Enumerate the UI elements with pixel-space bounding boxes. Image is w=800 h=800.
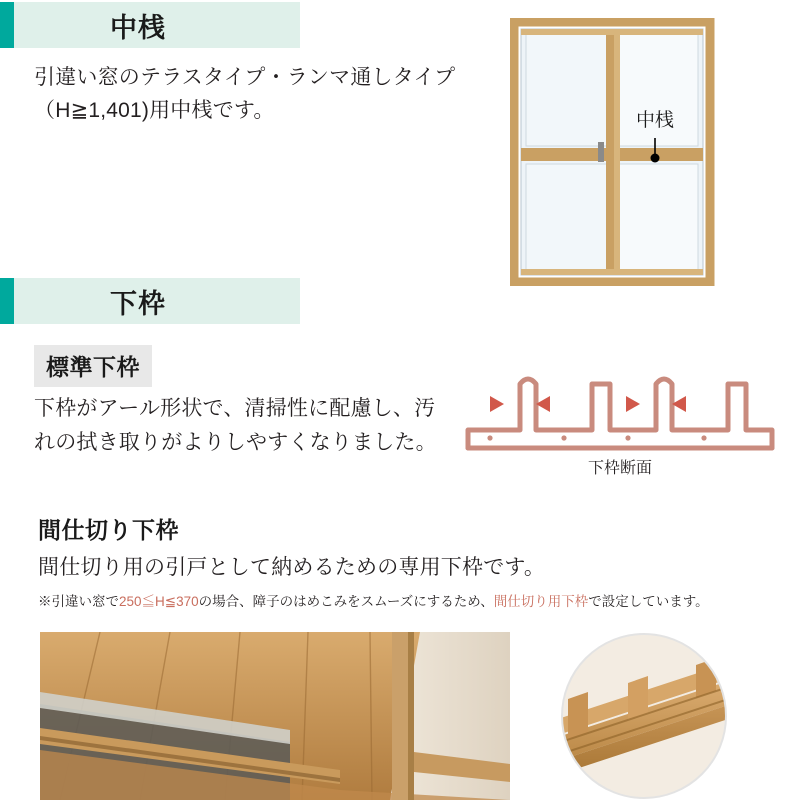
heading-title-shitawaku: 下枠 (110, 288, 166, 319)
photo-sill-profile-detail (528, 632, 760, 800)
heading-title-nakazan: 中桟 (110, 12, 166, 43)
section-heading-shitawaku (0, 278, 300, 324)
heading-accent-bar (0, 2, 14, 48)
photo-installed-sill (40, 632, 510, 800)
paragraph-standard-sill: 下枠がアール形状で、清掃性に配慮し、汚れの拭き取りがよりしやすくなりました。 (34, 397, 437, 455)
heading-background-2 (14, 278, 300, 324)
paragraph-partition-sill: 間仕切り用の引戸として納めるための専用下枠です。 (38, 556, 546, 579)
tag-standard-sill: 標準下枠 (34, 345, 152, 387)
note-text-post: で設定しています。 (588, 594, 709, 609)
window-illustration (510, 18, 738, 286)
note-emphasis-range: 250≦H≦370 (119, 594, 199, 609)
heading-accent-bar-2 (0, 278, 14, 324)
note-emphasis-product: 間仕切り用下枠 (493, 594, 589, 609)
tag-partition-sill: 間仕切り下枠 (38, 517, 179, 543)
paragraph-nakazan: 引違い窓のテラスタイプ・ランマ通しタイプ（H≧1,401)用中桟です。 (34, 66, 456, 122)
caption-sill-cross-section: 下枠断面 (587, 460, 652, 477)
section-heading-nakazan (0, 2, 300, 48)
heading-background (14, 2, 300, 48)
note-text-pre: ※引違い窓で (38, 594, 119, 609)
svg-text:中桟: 中桟 (635, 110, 675, 131)
note-text-mid: の場合、障子のはめこみをスムーズにするため、 (198, 594, 494, 609)
note-partition-sill (38, 592, 738, 612)
